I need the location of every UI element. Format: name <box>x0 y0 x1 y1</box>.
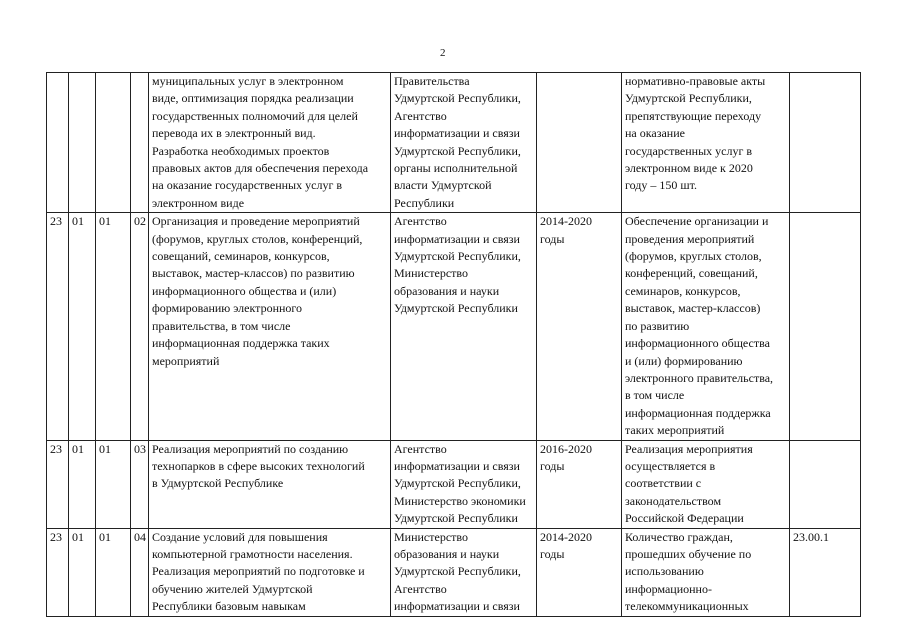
code-measure: 02 <box>131 213 149 440</box>
code-main-measure: 01 <box>96 528 131 616</box>
indicator-link: 23.00.1 <box>793 529 829 544</box>
code-measure <box>131 73 149 213</box>
code-subprogram: 01 <box>69 440 96 528</box>
expected-result: Реализация мероприятия осуществляется в соответствии с законодательством Российской Федерации <box>625 441 753 526</box>
responsible-executor: Агентство информатизации и связи Удмуртской Республики, Министерство экономики Удмуртской Республики <box>394 441 526 526</box>
table-row <box>47 528 861 616</box>
page-number: 2 <box>440 47 446 59</box>
measure-description: Реализация мероприятий по созданию технопарков в сфере высоких технологий в Удмуртской Республике <box>152 441 365 491</box>
implementation-term: 2014-2020 годы <box>540 529 592 561</box>
implementation-term: 2014-2020 годы <box>540 214 592 246</box>
expected-result: Количество граждан, прошедших обучение по использованию информационно- телекоммуникационных <box>625 529 752 614</box>
measure-description: Создание условий для повышения компьютерной грамотности населения. Реализация мероприятий по подготовке и обучению жителей Удмуртской Республики базовым навыкам <box>152 529 365 614</box>
table-row <box>47 440 861 528</box>
table-row <box>47 213 861 440</box>
code-program: 23 <box>47 528 69 616</box>
table-row <box>47 73 861 213</box>
code-measure: 04 <box>131 528 149 616</box>
responsible-executor: Правительства Удмуртской Республики, Агентство информатизации и связи Удмуртской Республики, органы исполнительной власти Удмуртской Республики <box>394 74 521 210</box>
code-subprogram: 01 <box>69 528 96 616</box>
expected-result: нормативно-правовые акты Удмуртской Республики, препятствующие переходу на оказание государственных услуг в электронном виде к 2020 году – 150 шт. <box>625 74 766 193</box>
code-main-measure: 01 <box>96 213 131 440</box>
code-main-measure: 01 <box>96 440 131 528</box>
implementation-term: 2016-2020 годы <box>540 441 592 473</box>
expected-result: Обеспечение организации и проведения мероприятий (форумов, круглых столов, конференций, совещаний, семинаров, конкурсов, выставок, мастер-классов) по развитию информационного общества и (или) формированию электронного правительства, в том числе информационная поддержка таких мероприятий <box>625 214 774 438</box>
responsible-executor: Министерство образования и науки Удмуртской Республики, Агентство информатизации и связи <box>394 529 521 614</box>
responsible-executor: Агентство информатизации и связи Удмуртской Республики, Министерство образования и науки Удмуртской Республики <box>394 214 521 316</box>
measure-description: муниципальных услуг в электронном виде, оптимизация порядка реализации государственных полномочий для целей перевода их в электронный вид. Разработка необходимых проектов правовых актов для обеспечения перехода на оказание государственных услуг в электронном виде <box>152 74 369 210</box>
code-program: 23 <box>47 213 69 440</box>
code-program <box>47 73 69 213</box>
program-measures-table <box>46 72 861 617</box>
code-program: 23 <box>47 440 69 528</box>
code-main-measure <box>96 73 131 213</box>
code-measure: 03 <box>131 440 149 528</box>
measure-description: Организация и проведение мероприятий (форумов, круглых столов, конференций, совещаний, семинаров, конкурсов, выставок, мастер-классов) по развитию информационного общества и (или) формированию электронного правительства, в том числе информационная поддержка таких мероприятий <box>152 214 363 368</box>
code-subprogram <box>69 73 96 213</box>
code-subprogram: 01 <box>69 213 96 440</box>
